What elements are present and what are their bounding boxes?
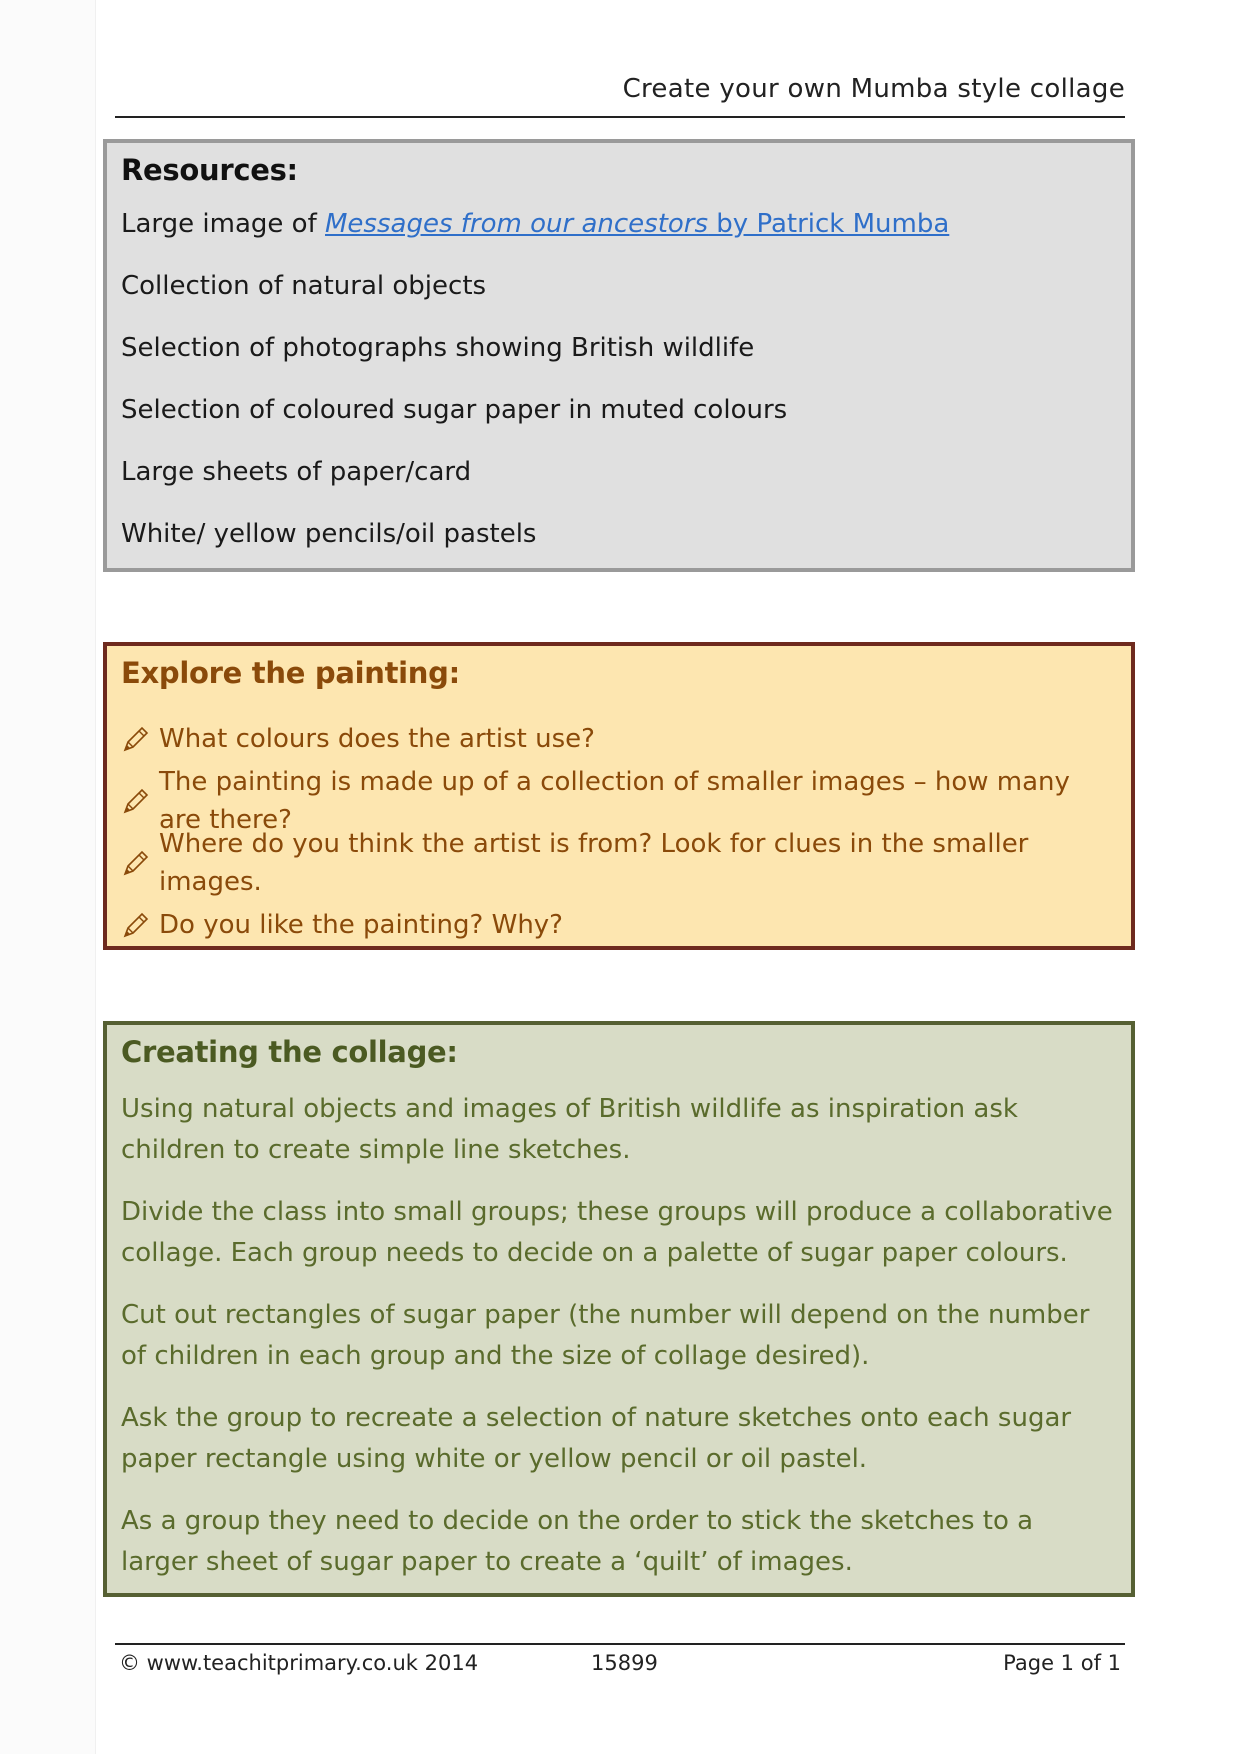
collage-step: As a group they need to decide on the order to stick the sketches to a larger sheet of sugar paper to create a ‘quilt’ of images.	[121, 1506, 1034, 1577]
resource-item: White/ yellow pencils/oil pastels	[121, 519, 537, 549]
artwork-artist-link[interactable]: by Patrick Mumba	[708, 209, 950, 239]
collage-step: Divide the class into small groups; these groups will produce a collaborative collage. Each group needs to decide on a palette of sugar paper colours.	[121, 1197, 1113, 1268]
artwork-title-link[interactable]: Messages from our ancestors	[325, 209, 709, 239]
pencil-icon	[121, 786, 151, 816]
resource-item: Selection of coloured sugar paper in muted colours	[121, 395, 788, 425]
explore-question	[121, 708, 1117, 770]
resource-item: Selection of photographs showing British wildlife	[121, 333, 755, 363]
collage-heading: Creating the collage:	[121, 1035, 458, 1069]
explore-question	[121, 894, 1117, 956]
explore-box	[103, 642, 1135, 950]
collage-steps	[121, 1089, 1117, 1583]
footer-copyright: © www.teachitprimary.co.uk 2014	[119, 1651, 479, 1675]
collage-step: Ask the group to recreate a selection of nature sketches onto each sugar paper rectangle using white or yellow pencil or oil pastel.	[121, 1403, 1072, 1474]
pencil-icon	[121, 848, 151, 878]
footer-page-number: Page 1 of 1	[1003, 1651, 1121, 1675]
resource-item-prefix: Large image of	[121, 209, 325, 239]
page-margin	[0, 0, 96, 1754]
explore-question-list	[121, 708, 1117, 956]
page-title: Create your own Mumba style collage	[622, 74, 1125, 104]
resources-list	[121, 205, 1117, 577]
pencil-icon	[121, 910, 151, 940]
explore-question	[121, 829, 1117, 897]
resources-box	[103, 139, 1135, 572]
explore-question-text: Do you like the painting? Why?	[159, 910, 563, 940]
resource-item-artwork	[121, 205, 1117, 267]
collage-box	[103, 1021, 1135, 1597]
footer-resource-code: 15899	[591, 1651, 658, 1675]
page-footer	[115, 1643, 1125, 1685]
explore-question-text: Where do you think the artist is from? Look for clues in the smaller images.	[159, 829, 1029, 897]
explore-question-text: The painting is made up of a collection of smaller images – how many are there?	[159, 767, 1070, 835]
collage-step: Using natural objects and images of British wildlife as inspiration ask children to create simple line sketches.	[121, 1094, 1018, 1165]
page-header	[115, 70, 1125, 118]
explore-question-text: What colours does the artist use?	[159, 724, 595, 754]
resources-heading: Resources:	[121, 153, 298, 187]
explore-heading: Explore the painting:	[121, 656, 460, 690]
resource-item: Large sheets of paper/card	[121, 457, 472, 487]
explore-question	[121, 767, 1117, 835]
resource-item: Collection of natural objects	[121, 271, 487, 301]
collage-step: Cut out rectangles of sugar paper (the number will depend on the number of children in each group and the size of collage desired).	[121, 1300, 1090, 1371]
pencil-icon	[121, 724, 151, 754]
